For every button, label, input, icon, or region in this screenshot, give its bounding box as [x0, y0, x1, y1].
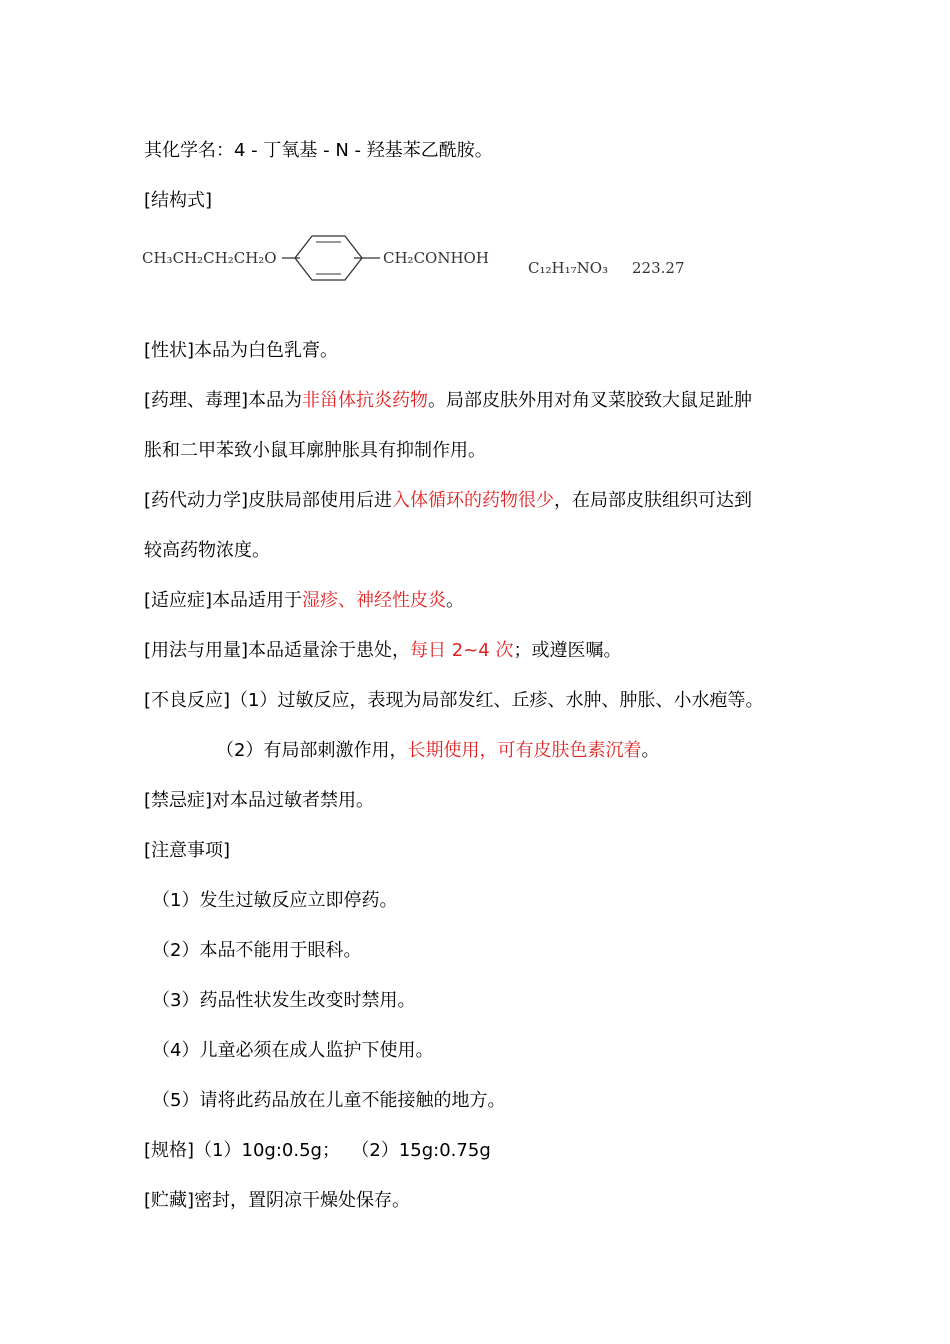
contraindications-text: 对本品过敏者禁用。: [212, 790, 375, 811]
specification-text: （1）10g:0.5g； （2）15g:0.75g: [194, 1140, 491, 1161]
precaution-item: （5）请将此药品放在儿童不能接触的地方。: [152, 1090, 506, 1111]
precaution-item: （4）儿童必须在成人监护下使用。: [152, 1040, 434, 1061]
indications-text: 本品适用于: [212, 590, 303, 611]
section-contraindications: [144, 789, 374, 813]
appearance-label: [性状]: [144, 340, 195, 361]
structure-right-group: CH₂CONHOH: [383, 249, 489, 267]
molecular-formula: C₁₂H₁₇NO₃: [528, 259, 609, 277]
dosage-text-cont: ；或遵医嘱。: [513, 640, 622, 661]
contraindications-label: [禁忌症]: [144, 790, 213, 811]
dosage-label: [用法与用量]: [144, 640, 249, 661]
pharmacokinetics-highlight: 入体循环的药物很少: [392, 490, 555, 511]
section-appearance: [144, 339, 338, 363]
benzene-ring: [295, 236, 362, 280]
pharmacokinetics-text-cont: ，在局部皮肤组织可达到: [554, 490, 753, 511]
section-storage: [144, 1189, 410, 1213]
structural-formula: [140, 228, 720, 288]
pharmacology-highlight: 非甾体抗炎药物: [302, 390, 429, 411]
adverse-label: [不良反应]: [144, 690, 231, 711]
dosage-highlight: 每日 2~4 次: [410, 640, 514, 661]
precaution-item: （1）发生过敏反应立即停药。: [152, 890, 398, 911]
structure-heading: [结构式]: [144, 190, 213, 211]
chemical-name: 其化学名：4 - 丁氧基 - N - 羟基苯乙酰胺。: [144, 140, 493, 161]
pharmacokinetics-label: [药代动力学]: [144, 490, 249, 511]
structure-left-group: CH₃CH₂CH₂CH₂O: [142, 249, 277, 267]
adverse-item-2: [216, 739, 659, 763]
adverse-item-1: （1）过敏反应，表现为局部发红、丘疹、水肿、肿胀、小水疱等。: [230, 690, 764, 711]
pharmacology-line2: 胀和二甲苯致小鼠耳廓肿胀具有抑制作用。: [144, 440, 486, 461]
section-pharmacokinetics: [144, 489, 752, 513]
pharmacology-text-cont: 。局部皮肤外用对角叉菜胶致大鼠足趾肿: [428, 390, 753, 411]
section-pharmacology: [144, 389, 752, 413]
pharmacology-label: [药理、毒理]: [144, 390, 249, 411]
precautions-label: [注意事项]: [144, 840, 231, 861]
indications-end: 。: [446, 590, 465, 611]
adverse-item-2-text: （2）有局部刺激作用，: [216, 740, 408, 761]
storage-label: [贮藏]: [144, 1190, 195, 1211]
adverse-item-2-end: 。: [641, 740, 660, 761]
section-adverse: [144, 689, 764, 713]
adverse-item-2-highlight: 长期使用，可有皮肤色素沉着: [407, 740, 642, 761]
section-dosage: [144, 639, 621, 663]
storage-text: 密封，置阴凉干燥处保存。: [194, 1190, 411, 1211]
pharmacology-text: 本品为: [248, 390, 303, 411]
precaution-item: （3）药品性状发生改变时禁用。: [152, 990, 416, 1011]
specification-label: [规格]: [144, 1140, 195, 1161]
dosage-text: 本品适量涂于患处，: [248, 640, 411, 661]
precaution-item: （2）本品不能用于眼科。: [152, 940, 362, 961]
indications-label: [适应症]: [144, 590, 213, 611]
pharmacokinetics-text: 皮肤局部使用后进: [248, 490, 393, 511]
section-specification: [144, 1139, 491, 1163]
pharmacokinetics-line2: 较高药物浓度。: [144, 540, 270, 561]
indications-highlight: 湿疹、神经性皮炎: [302, 590, 447, 611]
section-indications: [144, 589, 464, 613]
molecular-weight: 223.27: [632, 259, 685, 277]
appearance-text: 本品为白色乳膏。: [194, 340, 339, 361]
